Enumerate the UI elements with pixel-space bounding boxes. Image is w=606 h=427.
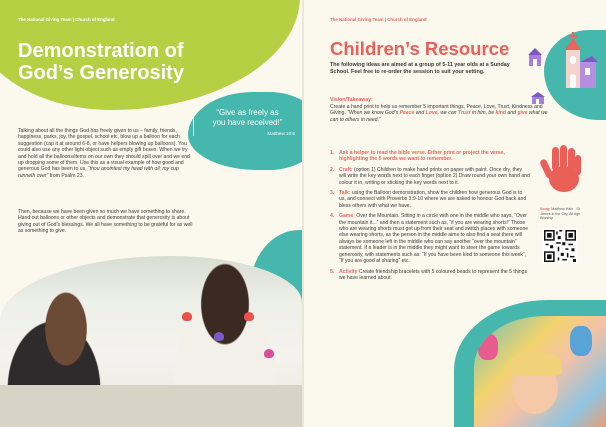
vision-and-2: and — [505, 110, 518, 117]
keyword-love: Love — [425, 110, 438, 117]
red-heart-icon — [182, 312, 192, 321]
song-label: Song: — [540, 207, 551, 211]
step-number: 5. — [330, 268, 335, 275]
left-page-title — [18, 40, 288, 84]
vision-text — [330, 104, 550, 123]
step-number: 4. — [330, 213, 335, 220]
title-line-1: Demonstration of — [18, 40, 184, 62]
step-text: using the Balloon demonstration, show the children how generous God is to us, and connect with Proverbs 3:9-10 where we are asked to honour God back and bless others with what we have. — [339, 190, 527, 209]
step-text: Over the Mountain. Sitting in a circle with one in the middle who says, “Over the mountain it...” and then a statement such as, “if you are wearing shorts!” Those who are wearing shorts must get up from their seat and switch places with someone else wearing shorts, as the person in the middle aims to also find a seat there will always be someone left in the middle who can say another “over the mountain” statement. If a leader is in the middle they might want to steer the game towards generosity, with statements such as: “If you have been kind to someone this week”, “If you are good at sharing” etc. — [339, 213, 529, 265]
vision-quote-start: “When we know God’s — [347, 110, 400, 117]
photo-painted-hand — [478, 334, 498, 360]
qr-code[interactable] — [542, 228, 578, 264]
church-icon — [552, 32, 598, 92]
right-page-title: Children’s Resource — [330, 38, 510, 59]
psalm-quote: “thou anointest my head with oil; my cup runneth over” — [18, 166, 179, 179]
step-text: Create friendship bracelets with 5 coloured beads to represent the 5 things we have learned about. — [339, 268, 528, 281]
song-credit — [540, 207, 584, 221]
step-label: Game: — [339, 213, 355, 220]
step-number: 1. — [330, 150, 335, 156]
step-label: Craft: — [339, 166, 353, 173]
vision-and: and — [414, 110, 426, 117]
left-page — [0, 0, 302, 427]
left-page-header: The National Giving Team | Church of England — [18, 17, 115, 22]
step-number: 3. — [330, 190, 335, 197]
list-item — [330, 150, 530, 163]
paragraph-1-end: from Psalm 23. — [48, 172, 84, 179]
list-item — [330, 190, 530, 209]
list-item — [330, 213, 530, 264]
photo-painted-hand — [570, 326, 592, 356]
handprint-icon — [540, 145, 584, 195]
quote-reference: Matthew 10:8 — [267, 131, 295, 136]
step-number: 2. — [330, 166, 335, 173]
quote-line-1: “Give as freely as — [216, 108, 279, 117]
keyword-kind: kind — [495, 110, 506, 117]
pink-heart-icon — [264, 349, 274, 358]
list-item — [330, 167, 530, 186]
vision-mid-2: in him, be — [470, 110, 496, 117]
step-text: Ask a helper to read the bible verse. Either print or project the verse, highlighting the 5 words we want to remember. — [339, 150, 505, 163]
step-label: Talk: — [339, 190, 351, 197]
vision-intro: Create a hand print to help us remember 5 important things, Peace, Love, Trust, Kindness and Giving. — [330, 104, 543, 117]
bible-quote — [193, 108, 295, 136]
step-label: Activity — [339, 268, 358, 275]
vision-heading: Vision/Takeaway: — [330, 97, 373, 103]
song-text: Matthew Hain - St James in the City, All Age Worship — [540, 207, 581, 220]
keyword-trust: Trust — [457, 110, 471, 117]
child-painted-hands-photo — [474, 316, 606, 427]
purple-heart-icon — [214, 332, 224, 341]
activity-steps — [330, 150, 530, 285]
paragraph-1-start: Talking about all the things God has freely given to us – family, friends, happiness, parks, joy, the gospel, school etc, blow up a balloon for each suggestion (cap it at around 6-8, or have helpers blowing up balloons). You could also use any other light object such as empty gift boxes. When we try and hold all the balloons/items on our own they should spill over and we end up dropping some of them. Use this as a visual example of how good and generous God has been to us, — [18, 128, 190, 173]
photo-child-hair — [508, 352, 562, 376]
title-line-2: God’s Generosity — [18, 62, 184, 84]
house-icon — [528, 48, 542, 66]
left-paragraph-1 — [18, 128, 196, 179]
right-page-header: The National Giving Team | Church of England — [330, 17, 427, 22]
vision-quote-end: what we can to others in need.” — [330, 110, 548, 123]
left-paragraph-2: Then, because we have been given so much we have something to share. Hand out balloons or other objects and demonstrate that generosity is about giving out of God’s blessings. We all have something to be grateful for as well as something to give. — [18, 209, 193, 235]
vision-mid: , we can — [437, 110, 458, 117]
intro-text: The following ideas are aimed at a group of 5-11 year olds at a Sunday School. Feel free to re-order the session to suit your setting. — [330, 62, 510, 75]
small-house-icon — [531, 92, 545, 104]
children-painting-photo — [0, 256, 302, 427]
list-item — [330, 269, 530, 282]
right-page — [304, 0, 606, 427]
photo-table — [0, 385, 302, 427]
red-heart-icon — [244, 312, 254, 321]
quote-line-2: you have received!” — [212, 118, 283, 127]
keyword-peace: Peace — [399, 110, 415, 117]
keyword-give: give — [517, 110, 528, 117]
step-text: (option 1) Children to make hand prints on paper with paint. Once dry, they will write the key words next to each finger (option 2) Draw round your own hand and colour it in, writing or sticking the key words next to it. — [339, 166, 530, 186]
